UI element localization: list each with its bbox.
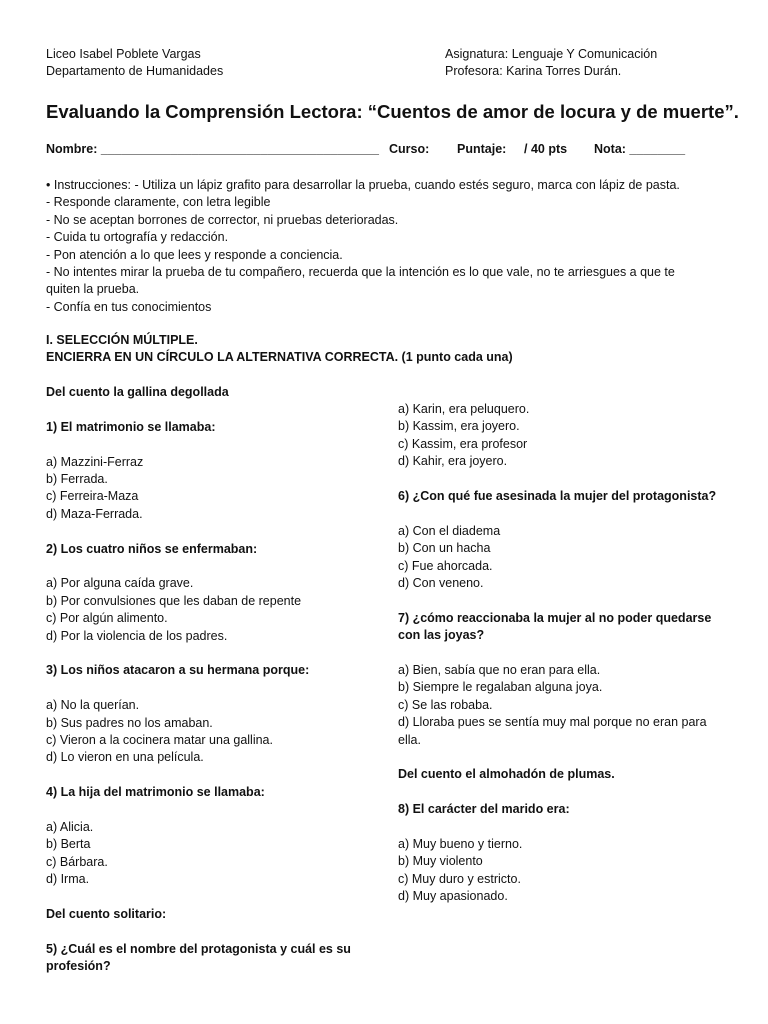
option-q1-b[interactable]: b) Ferrada. — [46, 472, 108, 486]
instruction-item: - No se aceptan borrones de corrector, ni pruebas deterioradas. — [46, 212, 399, 227]
option-q2-a[interactable]: a) Por alguna caída grave. — [46, 576, 194, 591]
question-4: 4) La hija del matrimonio se llamaba: — [46, 785, 265, 800]
name-field-label: Nombre: ________________________________________ — [46, 142, 379, 156]
option-q3-b[interactable]: b) Sus padres no los amaban. — [46, 715, 213, 730]
score-field-label: Puntaje: — [457, 142, 507, 156]
page-title: Evaluando la Comprensión Lectora: “Cuentos de amor de locura y de muerte”. — [46, 101, 739, 122]
right-column — [398, 401, 716, 906]
option-q4-c[interactable]: c) Bárbara. — [46, 854, 108, 869]
option-q6-d[interactable]: d) Con veneno. — [398, 576, 484, 591]
left-column — [46, 384, 351, 976]
option-q6-a[interactable]: a) Con el diadema — [398, 523, 501, 538]
story-title-solitario: Del cuento solitario: — [46, 907, 167, 922]
option-q5-d[interactable]: d) Kahir, era joyero. — [398, 454, 508, 469]
department-name: Departamento de Humanidades — [46, 64, 224, 78]
instruction-item: - Pon atención a lo que lees y responde a conciencia. — [46, 247, 343, 262]
option-q1-a[interactable]: a) Mazzini-Ferraz — [46, 454, 144, 469]
option-q3-d[interactable]: d) Lo vieron en una película. — [46, 750, 204, 765]
option-q8-b[interactable]: b) Muy violento — [398, 854, 483, 869]
option-q5-b[interactable]: b) Kassim, era joyero. — [398, 419, 520, 434]
instructions-list — [46, 177, 680, 316]
option-q7-d-line2[interactable]: ella. — [398, 732, 421, 747]
question-5-line2: profesión? — [46, 959, 111, 974]
question-3: 3) Los niños atacaron a su hermana porque: — [46, 663, 310, 678]
option-q2-b[interactable]: b) Por convulsiones que les daban de repente — [46, 593, 302, 608]
option-q7-b[interactable]: b) Siempre le regalaban alguna joya. — [398, 680, 603, 695]
instruction-item: quiten la prueba. — [46, 282, 140, 297]
option-q5-c[interactable]: c) Kassim, era profesor — [398, 436, 528, 451]
question-5-line1: 5) ¿Cuál es el nombre del protagonista y cuál es su — [46, 941, 351, 956]
option-q1-d[interactable]: d) Maza-Ferrada. — [46, 506, 143, 521]
story-title-almohadon: Del cuento el almohadón de plumas. — [398, 767, 615, 782]
question-1: 1) El matrimonio se llamaba: — [46, 419, 216, 434]
option-q2-d[interactable]: d) Por la violencia de los padres. — [46, 628, 228, 643]
instruction-item: - No intentes mirar la prueba de tu compañero, recuerda que la intención es lo que vale, no te arriesgues a que te — [46, 265, 675, 280]
option-q8-c[interactable]: c) Muy duro y estricto. — [398, 871, 521, 886]
instruction-item: - Confía en tus conocimientos — [46, 299, 212, 314]
subject-label: Asignatura: Lenguaje Y Comunicación — [445, 47, 658, 61]
option-q8-d[interactable]: d) Muy apasionado. — [398, 889, 508, 904]
section-subheading: ENCIERRA EN UN CÍRCULO LA ALTERNATIVA CORRECTA. (1 punto cada una) — [46, 350, 513, 364]
option-q3-c[interactable]: c) Vieron a la cocinera matar una gallina. — [46, 733, 273, 748]
option-q7-d-line1[interactable]: d) Lloraba pues se sentía muy mal porque no eran para — [398, 715, 707, 730]
option-q6-c[interactable]: c) Fue ahorcada. — [398, 558, 493, 573]
option-q5-a[interactable]: a) Karin, era peluquero. — [398, 402, 530, 416]
question-6: 6) ¿Con qué fue asesinada la mujer del protagonista? — [398, 489, 717, 504]
option-q2-c[interactable]: c) Por algún alimento. — [46, 611, 168, 626]
section-heading: I. SELECCIÓN MÚLTIPLE. — [46, 333, 198, 347]
question-2: 2) Los cuatro niños se enfermaban: — [46, 541, 258, 556]
option-q4-d[interactable]: d) Irma. — [46, 872, 90, 887]
option-q4-a[interactable]: a) Alicia. — [46, 820, 94, 835]
option-q1-c[interactable]: c) Ferreira-Maza — [46, 489, 139, 504]
instruction-item: - Responde claramente, con letra legible — [46, 195, 271, 210]
story-title-gallina: Del cuento la gallina degollada — [46, 385, 229, 399]
question-8: 8) El carácter del marido era: — [398, 802, 570, 817]
option-q6-b[interactable]: b) Con un hacha — [398, 541, 491, 556]
total-points-label: / 40 pts — [524, 142, 568, 156]
option-q3-a[interactable]: a) No la querían. — [46, 698, 140, 713]
question-7-line2: con las joyas? — [398, 628, 485, 643]
option-q7-c[interactable]: c) Se las robaba. — [398, 697, 493, 712]
option-q4-b[interactable]: b) Berta — [46, 837, 91, 852]
instruction-item: - Cuida tu ortografía y redacción. — [46, 230, 229, 245]
question-7-line1: 7) ¿cómo reaccionaba la mujer al no poder quedarse — [398, 610, 712, 625]
instruction-item: • Instrucciones: - Utiliza un lápiz grafito para desarrollar la prueba, cuando estés seguro, marca con lápiz de pasta. — [46, 178, 680, 192]
option-q7-a[interactable]: a) Bien, sabía que no eran para ella. — [398, 663, 601, 678]
grade-field-label: Nota: ________ — [594, 142, 686, 156]
school-name: Liceo Isabel Poblete Vargas — [46, 47, 201, 61]
option-q8-a[interactable]: a) Muy bueno y tierno. — [398, 837, 523, 852]
course-field-label: Curso: — [389, 142, 430, 156]
teacher-label: Profesora: Karina Torres Durán. — [445, 64, 622, 78]
